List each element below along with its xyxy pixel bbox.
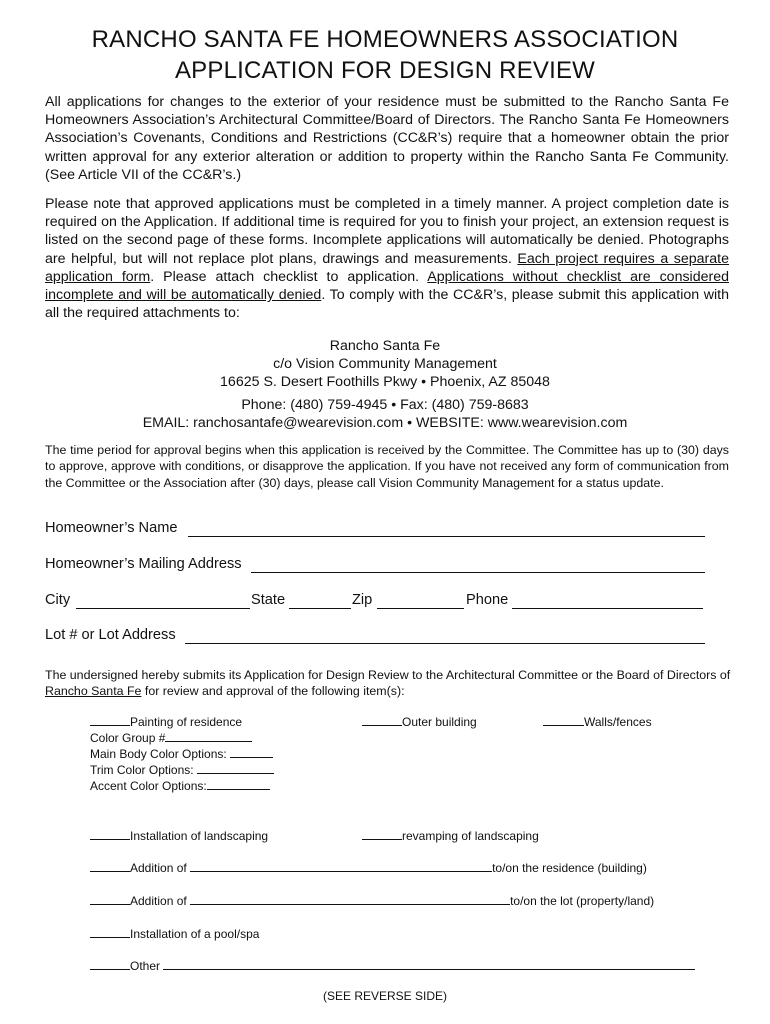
pool-check-blank[interactable] (90, 927, 130, 938)
main-body-item (90, 747, 273, 761)
install-landscaping-label: Installation of landscaping (130, 829, 269, 843)
outer-building-label: Outer building (402, 715, 477, 729)
intro-paragraph: All applications for changes to the exterior of your residence must be submitted to the Rancho Santa Fe Homeowners Association’s Architectural Committee/Board of Directors. The Rancho Santa Fe Homeowners Association’s Covenants, Conditions and Restrictions (CC&R’s) require that a homeowner obtain the prior written approval for any exterior alteration or addition to property within the Rancho Santa Fe Community. (See Article VII of the CC&R’s.) (45, 94, 729, 183)
zip-field[interactable] (377, 608, 464, 609)
install-landscaping-check-blank[interactable] (90, 829, 130, 840)
color-group-label: Color Group # (90, 731, 166, 745)
mailing-address-field[interactable] (251, 572, 705, 573)
revamp-landscaping-item (362, 829, 539, 843)
lot-address-field[interactable] (185, 643, 705, 644)
addition-building-item (90, 861, 647, 875)
address-care-of: c/o Vision Community Management (273, 356, 497, 372)
notice-underline-1: Each project requires a separate application form (45, 250, 730, 285)
notice-text-a: Please note that approved applications must be completed in a timely manner. A project completion date is required on the Application. If additional time is required for you to finish your project, an extension request is listed on the second page of these forms. Incomplete applications will automatically be denied. Photographs are helpful, but will not replace plot plans, drawings and measurements. (45, 196, 729, 267)
color-group-item (90, 731, 252, 745)
outer-building-item (362, 715, 477, 729)
notice-paragraph (45, 195, 729, 322)
submission-statement (45, 667, 745, 700)
install-landscaping-item (90, 829, 268, 843)
trim-label: Trim Color Options: (90, 763, 194, 777)
trim-item (90, 763, 274, 777)
addition-lot-check-blank[interactable] (90, 894, 130, 905)
state-label: State (251, 592, 286, 608)
accent-label: Accent Color Options: (90, 779, 207, 793)
approval-period-text: The time period for approval begins when this application is received by the Committee. The Committee has up to (30) days to approve, approve with conditions, or disapprove the application. If you have not received any form of communication from the Committee or the Association after (30) days, please call Vision Community Management for a status update. (45, 443, 729, 490)
other-blank[interactable] (163, 959, 695, 970)
addition-building-blank[interactable] (190, 861, 492, 872)
trim-blank[interactable] (197, 763, 274, 774)
address-street: 16625 S. Desert Foothills Pkwy • Phoenix, AZ 85048 (220, 374, 550, 390)
addition-building-label: Addition of (130, 861, 187, 875)
other-label: Other (130, 959, 161, 973)
painting-check-blank[interactable] (90, 715, 130, 726)
contact-email-website: EMAIL: ranchosantafe@wearevision.com • WEBSITE: www.wearevision.com (142, 415, 628, 431)
homeowner-name-field[interactable] (188, 536, 705, 537)
painting-item (90, 715, 242, 729)
walls-label: Walls/fences (584, 715, 652, 729)
addition-building-check-blank[interactable] (90, 861, 130, 872)
submission-text-b: for review and approval of the following item(s): (141, 684, 405, 699)
state-field[interactable] (289, 608, 351, 609)
addition-building-suffix: to/on the residence (building) (492, 861, 647, 875)
outer-building-check-blank[interactable] (362, 715, 402, 726)
revamp-landscaping-check-blank[interactable] (362, 829, 402, 840)
addition-lot-item (90, 894, 654, 908)
pool-label: Installation of a pool/spa (130, 927, 260, 941)
phone-field[interactable] (512, 608, 703, 609)
painting-label: Painting of residence (130, 715, 243, 729)
mailing-address-label: Homeowner’s Mailing Address (45, 556, 242, 572)
see-reverse-side-note: (SEE REVERSE SIDE) (322, 989, 448, 1003)
phone-label: Phone (466, 592, 509, 608)
other-check-blank[interactable] (90, 959, 130, 970)
pool-item (90, 927, 259, 941)
other-item (90, 959, 695, 973)
title-line-2: APPLICATION FOR DESIGN REVIEW (174, 57, 596, 84)
contact-phone-fax: Phone: (480) 759-4945 • Fax: (480) 759-8683 (241, 397, 529, 413)
homeowner-name-label: Homeowner’s Name (45, 520, 178, 536)
walls-check-blank[interactable] (543, 715, 584, 726)
notice-text-b: . Please attach checklist to application. (150, 268, 428, 285)
addition-lot-label: Addition of (130, 894, 187, 908)
accent-blank[interactable] (207, 779, 270, 790)
addition-lot-blank[interactable] (190, 894, 510, 905)
city-field[interactable] (76, 608, 250, 609)
notice-underline-2: Applications without checklist are considered incomplete and will be automatically denied (45, 268, 729, 304)
main-body-label: Main Body Color Options: (90, 747, 227, 761)
revamp-landscaping-label: revamping of landscaping (402, 829, 539, 843)
address-name: Rancho Santa Fe (329, 338, 441, 354)
notice-text-c: . To comply with the CC&R’s, please submit this application with all the required attachments to: (45, 287, 730, 322)
color-group-blank[interactable] (165, 731, 252, 742)
walls-item (543, 715, 652, 729)
accent-item (90, 779, 270, 793)
submission-underline: Rancho Santa Fe (45, 684, 142, 699)
title-line-1: RANCHO SANTA FE HOMEOWNERS ASSOCIATION (91, 26, 679, 53)
zip-label: Zip (352, 592, 373, 608)
main-body-blank[interactable] (230, 747, 273, 758)
lot-address-label: Lot # or Lot Address (45, 627, 176, 643)
city-label: City (45, 592, 71, 608)
submission-text-a: The undersigned hereby submits its Application for Design Review to the Architectural Committee or the Board of Directors of (45, 668, 731, 682)
addition-lot-suffix: to/on the lot (property/land) (510, 894, 655, 908)
